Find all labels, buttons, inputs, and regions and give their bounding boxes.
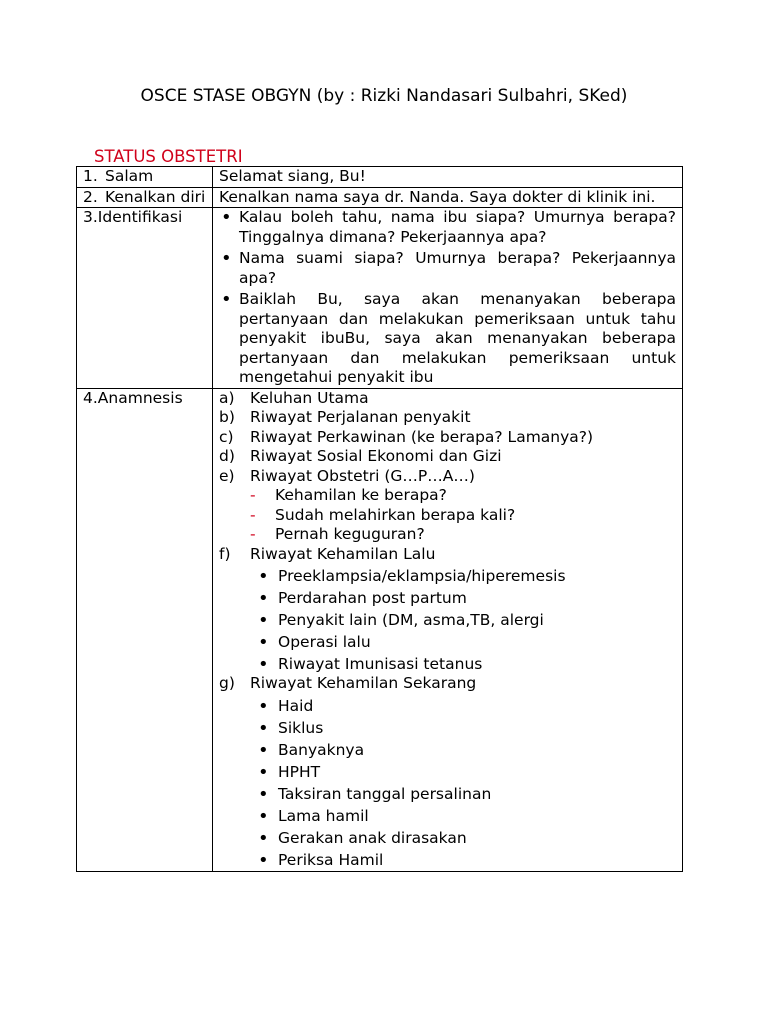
sub-item: • Riwayat Imunisasi tetanus [219,655,676,675]
row-content: Selamat siang, Bu! [213,167,683,188]
row-content [213,208,683,389]
list-marker: b) [219,408,235,426]
sub-item: • Banyaknya [219,741,676,761]
sub-item: • HPHT [219,763,676,783]
identifikasi-list [219,208,676,388]
list-item-text: Riwayat Perjalanan penyakit [250,408,471,426]
row-number: 1. [83,167,98,185]
row-content: Kenalkan nama saya dr. Nanda. Saya dokter di klinik ini. [213,187,683,208]
section-heading: STATUS OBSTETRI [94,147,243,166]
sub-item: • Penyakit lain (DM, asma,TB, alergi [219,611,676,631]
obstetri-dash-list [219,486,676,545]
table-row-identifikasi [77,208,683,389]
list-marker: f) [219,544,231,563]
list-item [219,428,676,448]
sub-item: • Haid [219,697,676,717]
row-number: 2. [83,187,98,206]
row-label: Anamnesis [97,388,183,407]
document-title: OSCE STASE OBGYN (by : Rizki Nandasari Sulbahri, SKed) [140,86,628,106]
list-item [219,467,676,487]
table-row-anamnesis [77,388,683,871]
list-item [219,545,676,565]
list-item-text: Riwayat Obstetri (G…P…A…) [250,466,475,485]
row-label-cell [77,388,213,871]
anamnesis-list-cont [219,545,676,565]
dash-item: - Sudah melahirkan berapa kali? [219,506,676,526]
list-marker: a) [219,388,235,407]
sub-item: • Lama hamil [219,807,676,827]
sub-item: • Operasi lalu [219,633,676,653]
row-number: 3. [83,208,98,226]
row-label: Identifikasi [97,208,183,226]
dash-item: - Pernah keguguran? [219,525,676,545]
list-item: • Kalau boleh tahu, nama ibu siapa? Umurnya berapa? Tinggalnya dimana? Pekerjaannya apa? [219,208,676,247]
anamnesis-list-cont [219,674,676,694]
kehamilan-lalu-list [219,567,676,675]
row-label-cell [77,187,213,208]
table-row-salam [77,167,683,188]
table-row-kenalkan-diri [77,187,683,208]
row-label: Salam [105,167,154,185]
sub-item: • Preeklampsia/eklampsia/hiperemesis [219,567,676,587]
list-marker: e) [219,466,235,485]
row-label: Kenalkan diri [105,187,206,206]
list-item-text: Keluhan Utama [250,388,369,407]
row-label-cell [77,208,213,389]
row-label-cell [77,167,213,188]
list-item [219,389,676,409]
osce-table [76,166,683,872]
dash-item: - Kehamilan ke berapa? [219,486,676,506]
kehamilan-sekarang-list [219,697,676,871]
sub-item: • Gerakan anak dirasakan [219,829,676,849]
list-item: • Baiklah Bu, saya akan menanyakan beberapa pertanyaan dan melakukan pemeriksaan untuk tahu penyakit ibuBu, saya akan menanyakan beberapa pertanyaan dan melakukan pemeriksaan untuk mengetahui penyakit ibu [219,290,676,388]
list-marker: d) [219,447,235,465]
sub-item: • Siklus [219,719,676,739]
sub-item: • Perdarahan post partum [219,589,676,609]
list-item-text: Riwayat Kehamilan Lalu [250,544,436,563]
list-item [219,408,676,428]
list-item-text: Riwayat Sosial Ekonomi dan Gizi [250,447,502,465]
row-number: 4. [83,388,98,407]
row-content [213,388,683,871]
list-item-text: Riwayat Perkawinan (ke berapa? Lamanya?) [250,427,594,446]
anamnesis-list [219,389,676,487]
list-item: • Nama suami siapa? Umurnya berapa? Pekerjaannya apa? [219,249,676,288]
list-item [219,674,676,694]
list-marker: g) [219,674,235,693]
sub-item: • Taksiran tanggal persalinan [219,785,676,805]
list-item [219,447,676,467]
list-item-text: Riwayat Kehamilan Sekarang [250,674,477,693]
sub-item: • Periksa Hamil [219,851,676,871]
list-marker: c) [219,427,234,446]
